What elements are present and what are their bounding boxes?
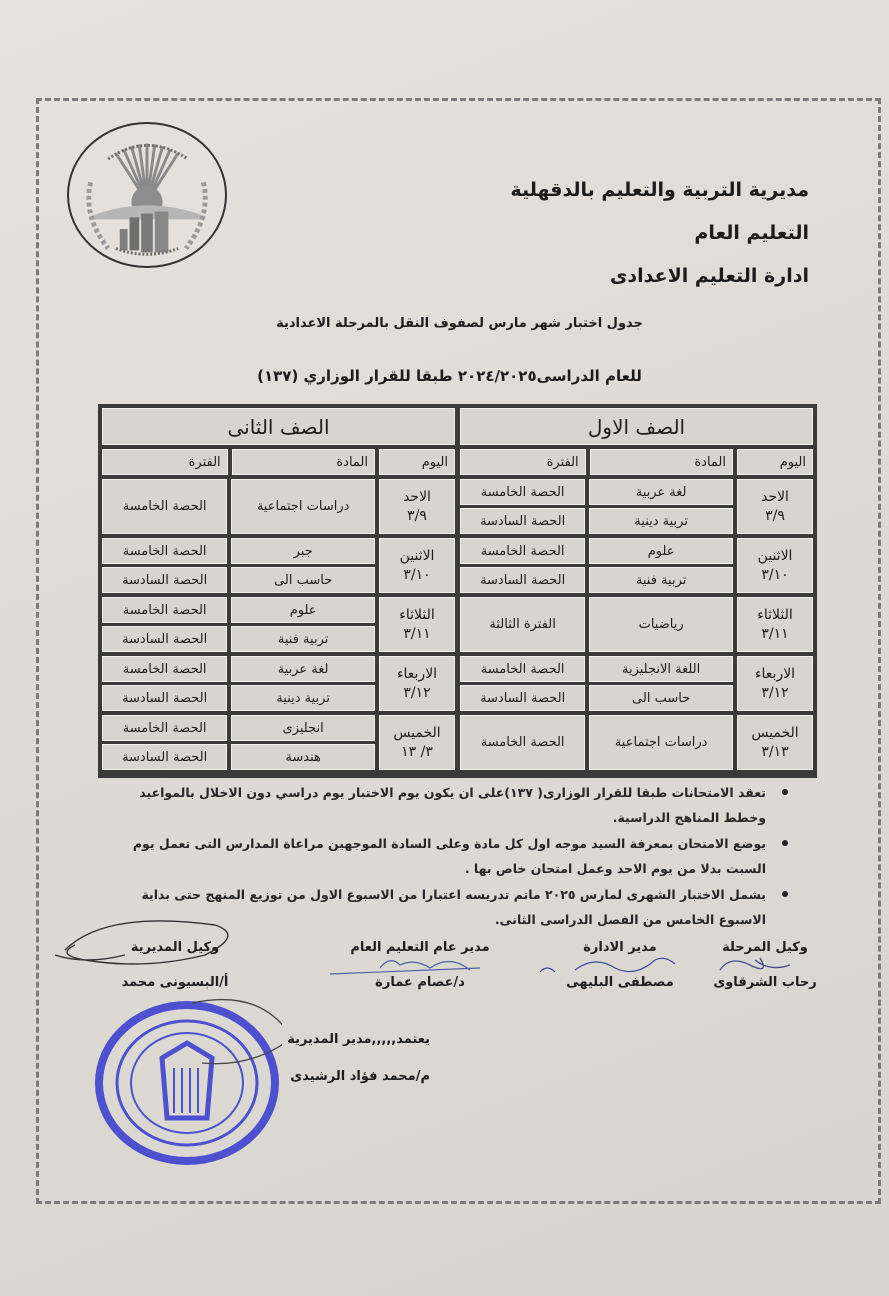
day-name: الاحد — [761, 488, 789, 505]
signature-stage-deputy — [710, 940, 820, 990]
academic-year-title: للعام الدراسى٢٠٢٤/٢٠٢٥ طبقا للقرار الوزاري (١٣٧) — [257, 367, 642, 385]
exam-slot — [460, 538, 733, 564]
note-item: يوضع الامتحان بمعرفة السيد موجه اول كل مادة وعلى السادة الموجهين مراعاة المدارس التى تعمل يوم السبت بدلا من يوم الاحد وعمل امتحان خاص بها . — [94, 831, 794, 881]
day-date: ٣/٩ — [407, 507, 427, 524]
subject-cell: تربية دينية — [231, 685, 375, 711]
day-cell — [379, 538, 455, 593]
column-header-subject: المادة — [232, 449, 375, 475]
note-item: يشمل الاختبار الشهرى لمارس ٢٠٢٥ ماتم تدريسه اعتبارا من الاسبوع الاول من توزيع المنهج حتى بداية الاسبوع الخامس من الفصل الدراسى الثانى. — [94, 882, 794, 932]
day-row — [460, 538, 813, 593]
grade-section — [460, 408, 813, 774]
day-cell — [737, 656, 813, 711]
day-name: الاثنين — [757, 547, 793, 564]
exam-slot — [102, 567, 375, 593]
subject-cell: دراسات اجتماعية — [589, 715, 733, 770]
day-name: الاربعاء — [754, 665, 796, 682]
period-cell: الحصة السادسة — [102, 567, 227, 593]
day-row — [102, 479, 455, 534]
subject-cell: انجليزى — [231, 715, 375, 741]
notes-list — [94, 780, 794, 933]
day-name: الثلاثاء — [399, 606, 435, 623]
day-name: الاثنين — [399, 547, 435, 564]
exam-slot — [102, 538, 375, 564]
exam-slot — [460, 508, 733, 534]
subject-cell: حاسب الى — [589, 685, 733, 711]
exam-slot — [102, 479, 375, 534]
exam-slots — [102, 656, 375, 711]
period-cell: الحصة السادسة — [102, 685, 227, 711]
exam-slots — [102, 538, 375, 593]
subject-cell: علوم — [589, 538, 733, 564]
exam-slot — [460, 685, 733, 711]
day-cell — [379, 656, 455, 711]
period-cell: الحصة الخامسة — [460, 656, 585, 682]
subject-cell: رياضيات — [589, 597, 733, 652]
exam-slots — [102, 479, 375, 534]
exam-slot — [460, 479, 733, 505]
signature-general-director — [330, 940, 510, 990]
day-date: ٣/١٢ — [403, 684, 431, 701]
period-cell: الحصة الخامسة — [460, 715, 585, 770]
signature-name: أ/البسيونى محمد — [121, 975, 229, 990]
signature-role: مدير الادارة — [583, 940, 657, 955]
logo-emblem-icon — [69, 124, 225, 266]
signature-name: د/عصام عمارة — [375, 975, 465, 990]
document-header — [510, 178, 809, 307]
exam-slot — [102, 744, 375, 770]
exam-slot — [102, 597, 375, 623]
approval-block — [240, 1032, 430, 1084]
signature-role: وكيل المرحلة — [722, 940, 808, 955]
exam-slots — [460, 656, 733, 711]
period-cell: الحصة السادسة — [460, 508, 585, 534]
exam-slots — [460, 538, 733, 593]
day-cell — [379, 479, 455, 534]
period-cell: الحصة الخامسة — [102, 538, 227, 564]
subject-cell: تربية دينية — [589, 508, 733, 534]
period-cell: الحصة الخامسة — [460, 479, 585, 505]
day-date: ٣/١٠ — [761, 566, 789, 583]
day-date: ٣/١٢ — [761, 684, 789, 701]
day-row — [460, 597, 813, 652]
column-header-day: اليوم — [737, 449, 813, 475]
subject-cell: هندسة — [231, 744, 375, 770]
signature-role: مدير عام التعليم العام — [350, 940, 490, 955]
grade-title: الصف الاول — [460, 408, 813, 445]
day-cell — [737, 715, 813, 770]
signature-name: رحاب الشرقاوى — [713, 975, 817, 990]
signature-directorate-deputy — [100, 940, 250, 990]
period-cell: الحصة السادسة — [102, 744, 227, 770]
day-row — [102, 597, 455, 652]
exam-slots — [102, 597, 375, 652]
day-date: ٣/١١ — [761, 625, 789, 642]
signature-name: مصطفى البليهى — [566, 975, 674, 990]
period-cell: الحصة الخامسة — [102, 597, 227, 623]
subject-cell: لغة عربية — [231, 656, 375, 682]
period-cell: الحصة الخامسة — [102, 479, 227, 534]
signature-admin-director — [545, 940, 695, 990]
day-cell — [737, 538, 813, 593]
day-row — [102, 715, 455, 770]
day-row — [102, 538, 455, 593]
day-date: ٣/٩ — [765, 507, 785, 524]
directorate-name: مديرية التربية والتعليم بالدقهلية — [510, 179, 809, 201]
subject-cell: جبر — [231, 538, 375, 564]
period-cell: الحصة الخامسة — [102, 656, 227, 682]
day-row — [102, 656, 455, 711]
exam-slots — [460, 597, 733, 652]
subject-cell: حاسب الى — [231, 567, 375, 593]
day-name: الاحد — [403, 488, 431, 505]
exam-slot — [460, 715, 733, 770]
column-header-period: الفترة — [460, 449, 586, 475]
schedule-title: جدول اختبار شهر مارس لصفوف النقل بالمرحلة الاعدادية — [276, 316, 643, 331]
subject-cell: دراسات اجتماعية — [231, 479, 375, 534]
exam-slot — [460, 656, 733, 682]
exam-slots — [460, 715, 733, 770]
exam-slot — [102, 656, 375, 682]
day-name: الخميس — [393, 724, 441, 741]
column-header-subject: المادة — [590, 449, 733, 475]
note-item: تعقد الامتحانات طبقا للقرار الوزارى( ١٣٧)على ان يكون يوم الاختبار يوم دراسي دون الاخلال بالمواعيد وخطط المناهج الدراسية. — [94, 780, 794, 830]
subject-cell: تربية فنية — [589, 567, 733, 593]
day-date: ٣/١١ — [403, 625, 431, 642]
day-cell — [737, 597, 813, 652]
period-cell: الحصة الخامسة — [460, 538, 585, 564]
approval-label: يعتمد,,,,,مدير المديرية — [287, 1032, 430, 1047]
exam-schedule-table — [98, 404, 817, 778]
day-name: الخميس — [751, 724, 799, 741]
period-cell: الحصة السادسة — [460, 567, 585, 593]
subject-cell: علوم — [231, 597, 375, 623]
sector-name: التعليم العام — [694, 222, 809, 244]
exam-slots — [460, 479, 733, 534]
period-cell: الحصة السادسة — [460, 685, 585, 711]
grade-title: الصف الثانى — [102, 408, 455, 445]
signature-role: وكيل المديرية — [130, 940, 220, 955]
period-cell: الفترة الثالثة — [460, 597, 585, 652]
directorate-logo — [67, 122, 227, 268]
day-date: ٣/ ١٣ — [401, 743, 433, 760]
day-name: الاربعاء — [396, 665, 438, 682]
exam-slots — [102, 715, 375, 770]
day-date: ٣/١٣ — [761, 743, 789, 760]
day-row — [460, 479, 813, 534]
exam-slot — [460, 597, 733, 652]
period-cell: الحصة السادسة — [102, 626, 227, 652]
approval-name: م/محمد فؤاد الرشيدى — [290, 1069, 430, 1084]
day-row — [460, 715, 813, 770]
subject-cell: اللغة الانجليزية — [589, 656, 733, 682]
exam-slot — [102, 626, 375, 652]
exam-slot — [102, 715, 375, 741]
column-header-day: اليوم — [379, 449, 455, 475]
day-cell — [379, 597, 455, 652]
column-header-row — [102, 449, 455, 475]
column-header-period: الفترة — [102, 449, 228, 475]
period-cell: الحصة الخامسة — [102, 715, 227, 741]
day-date: ٣/١٠ — [403, 566, 431, 583]
day-name: الثلاثاء — [757, 606, 793, 623]
subject-cell: تربية فنية — [231, 626, 375, 652]
administration-name: ادارة التعليم الاعدادى — [610, 265, 809, 287]
exam-slot — [102, 685, 375, 711]
exam-slot — [460, 567, 733, 593]
day-row — [460, 656, 813, 711]
day-cell — [737, 479, 813, 534]
column-header-row — [460, 449, 813, 475]
grade-section — [102, 408, 455, 774]
day-cell — [379, 715, 455, 770]
subject-cell: لغة عربية — [589, 479, 733, 505]
